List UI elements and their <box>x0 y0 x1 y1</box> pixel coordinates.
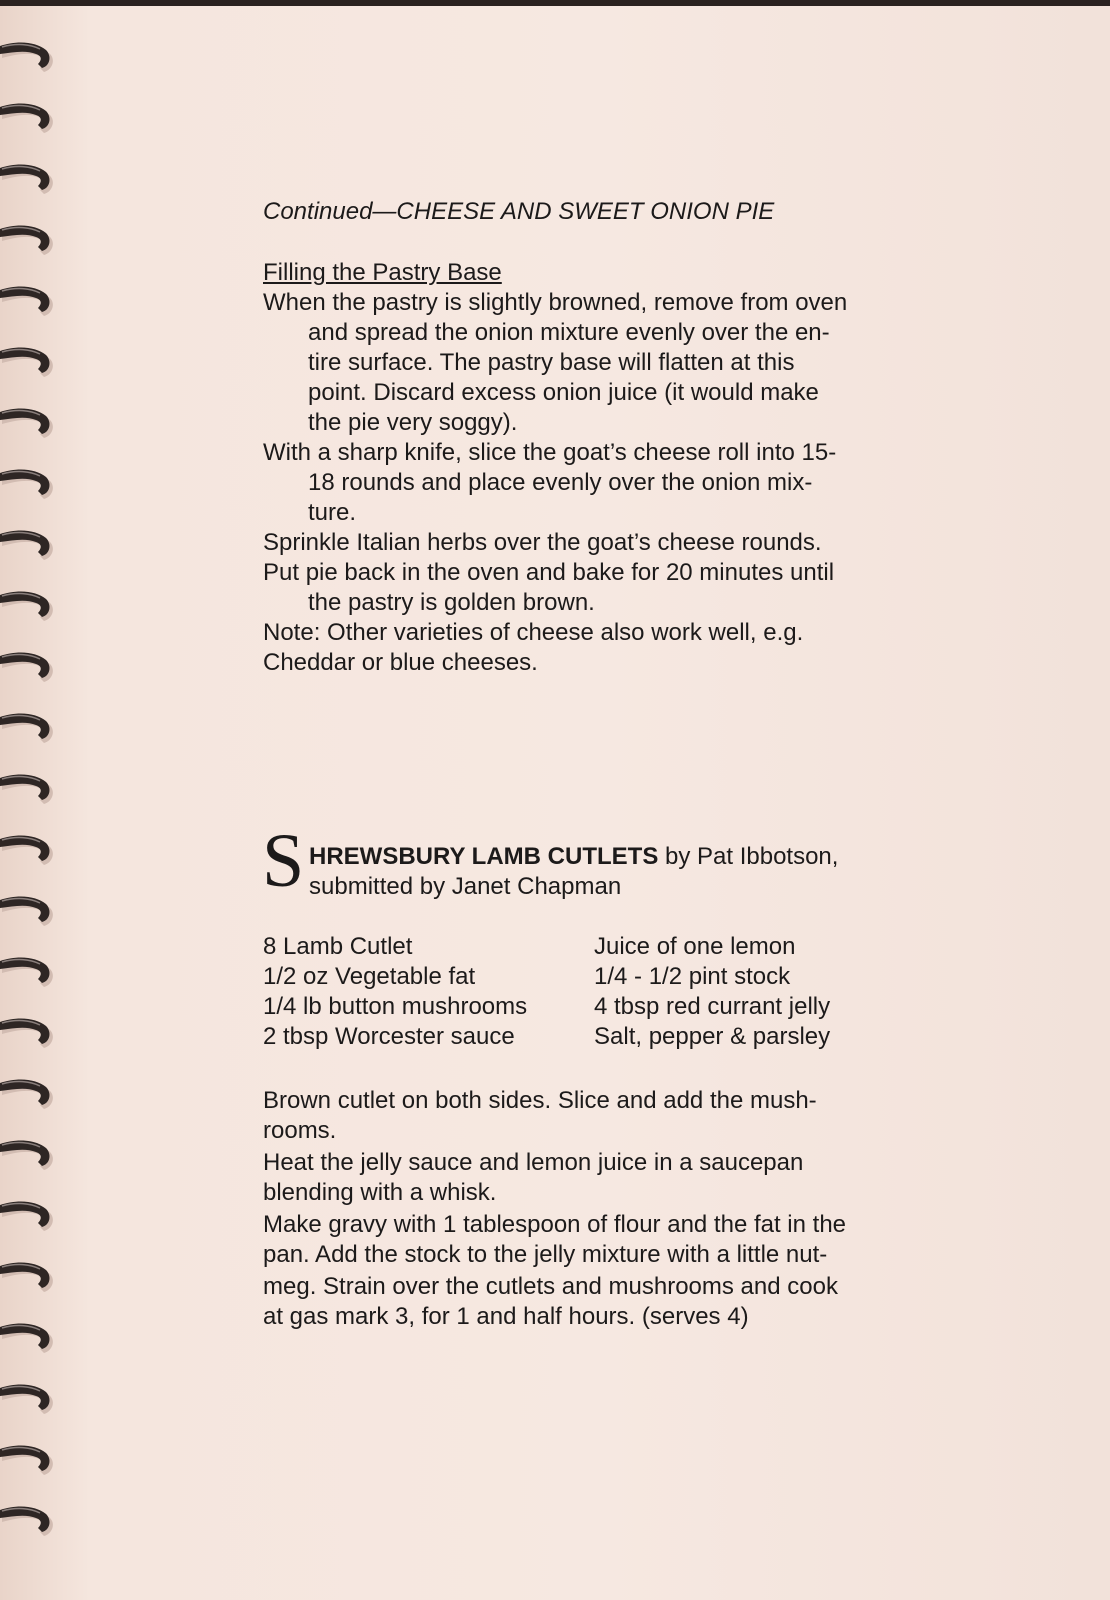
ingredient-item: 4 tbsp red currant jelly <box>594 993 831 1020</box>
ingredient-item: Juice of one lemon <box>594 933 796 960</box>
text-line: the pastry is golden brown. <box>308 589 595 616</box>
text-line: When the pastry is slightly browned, remove from oven <box>263 289 848 316</box>
text-line: Sprinkle Italian herbs over the goat’s cheese rounds. <box>263 529 822 556</box>
method-line: meg. Strain over the cutlets and mushrooms and cook <box>263 1273 838 1300</box>
recipe-byline: submitted by Janet Chapman <box>309 873 622 900</box>
text-line: Note: Other varieties of cheese also work well, e.g. <box>263 619 804 646</box>
method-line: pan. Add the stock to the jelly mixture with a little nut- <box>263 1241 828 1268</box>
text-line: With a sharp knife, slice the goat’s cheese roll into 15- <box>263 439 837 466</box>
method-line: Make gravy with 1 tablespoon of flour and the fat in the <box>263 1211 847 1238</box>
text-line: and spread the onion mixture evenly over the en- <box>308 319 830 346</box>
method-line: blending with a whisk. <box>263 1179 497 1206</box>
text-line: Cheddar or blue cheeses. <box>263 649 538 676</box>
continued-heading: Continued—CHEESE AND SWEET ONION PIE <box>263 198 775 225</box>
text-line: the pie very soggy). <box>308 409 518 436</box>
ingredient-item: 1/4 lb button mushrooms <box>263 993 528 1020</box>
text-line: 18 rounds and place evenly over the onion mix- <box>308 469 813 496</box>
method-line: Heat the jelly sauce and lemon juice in a saucepan <box>263 1149 804 1176</box>
ingredient-item: 2 tbsp Worcester sauce <box>263 1023 515 1050</box>
recipe-title-bold: HREWSBURY LAMB CUTLETS <box>309 843 659 870</box>
ingredient-item: Salt, pepper & parsley <box>594 1023 831 1050</box>
drop-cap: S <box>262 819 305 903</box>
ingredient-item: 8 Lamb Cutlet <box>263 933 413 960</box>
text-line: point. Discard excess onion juice (it would make <box>308 379 819 406</box>
recipe-title-author: by Pat Ibbotson, <box>658 843 839 870</box>
ingredient-item: 1/4 - 1/2 pint stock <box>594 963 791 990</box>
text-line: Put pie back in the oven and bake for 20 minutes until <box>263 559 835 586</box>
ingredient-item: 1/2 oz Vegetable fat <box>263 963 476 990</box>
text-line: ture. <box>308 499 357 526</box>
method-line: Brown cutlet on both sides. Slice and add the mush- <box>263 1087 817 1114</box>
method-line: rooms. <box>263 1117 337 1144</box>
recipe-title <box>309 842 838 872</box>
text-line: tire surface. The pastry base will flatten at this <box>308 349 795 376</box>
subheading: Filling the Pastry Base <box>263 259 502 286</box>
method-line: at gas mark 3, for 1 and half hours. (serves 4) <box>263 1303 749 1330</box>
